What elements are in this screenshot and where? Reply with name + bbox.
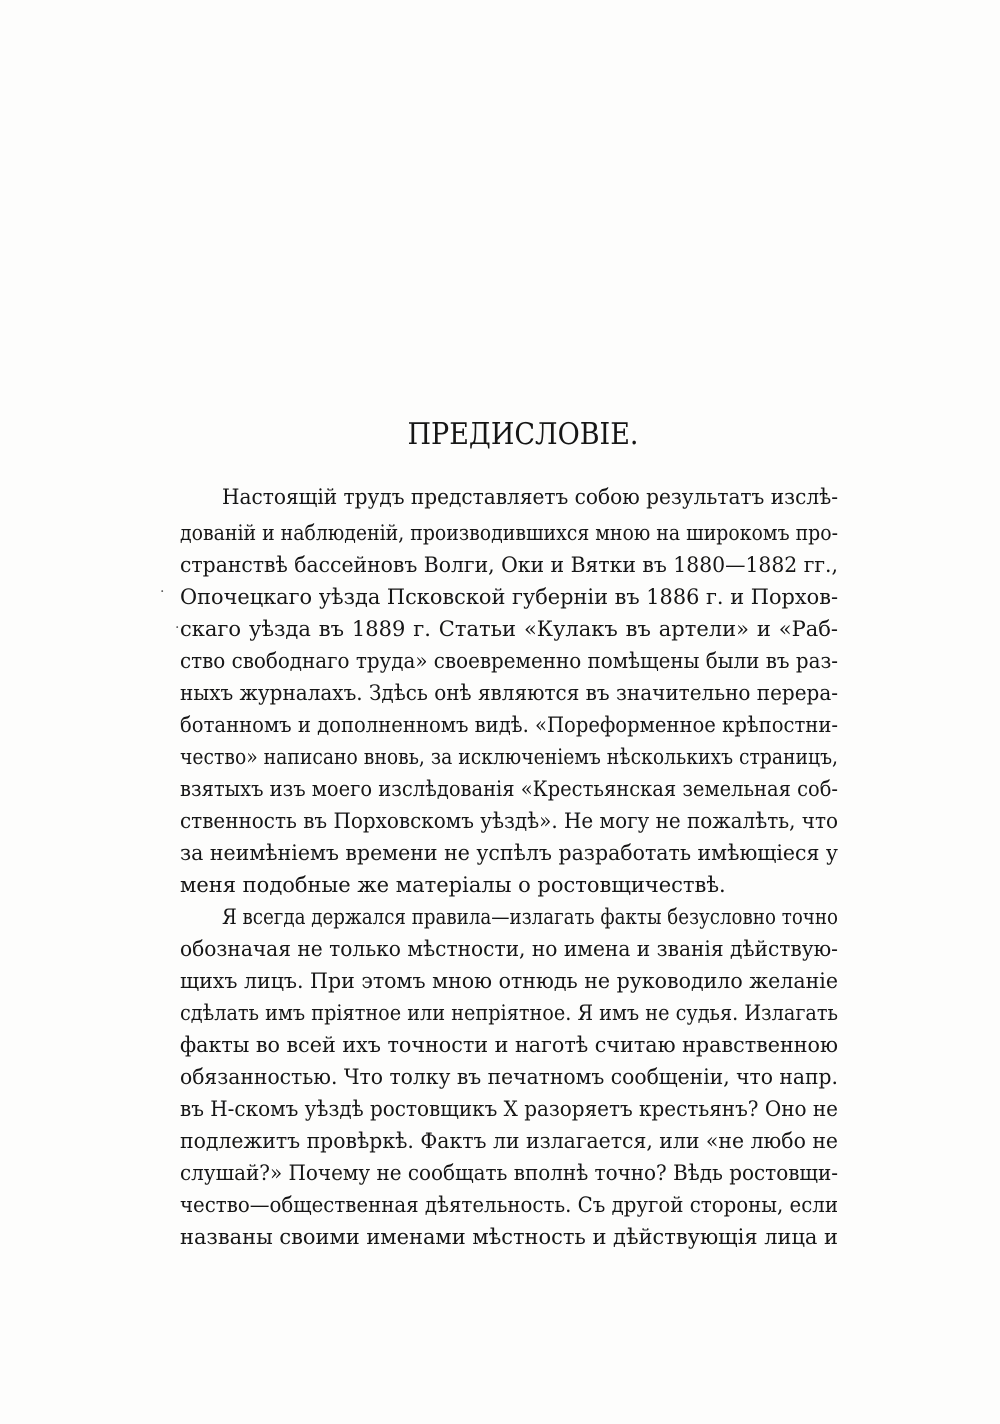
paragraph-2-line-8: подлежитъ провѣркѣ. Фактъ ли излагается, или «не любо не	[180, 1129, 838, 1153]
paragraph-1-line-9: чество» написано вновь, за исключеніемъ нѣсколькихъ страницъ,	[180, 745, 838, 769]
paragraph-2-line-1: Я всегда держался правила—излагать факты безусловно точно	[222, 905, 838, 929]
paragraph-1-line-4: Опочецкаго уѣзда Псковской губерніи въ 1886 г. и Порхов-	[180, 585, 838, 609]
paragraph-1-line-10: взятыхъ изъ моего изслѣдованія «Крестьянская земельная соб-	[180, 777, 838, 801]
paragraph-1-line-11: ственность въ Порховскомъ уѣздѣ». Не могу не пожалѣть, что	[180, 809, 838, 833]
paragraph-2-line-2: обозначая не только мѣстности, но имена и званія дѣйствую-	[180, 937, 838, 961]
paragraph-1-line-12: за неимѣніемъ времени не успѣлъ разработать имѣющіеся у	[180, 841, 838, 865]
paragraph-2-line-6: обязанностью. Что толку въ печатномъ сообщеніи, что напр.	[180, 1065, 838, 1089]
paragraph-1-line-6: ство свободнаго труда» своевременно помѣщены были въ раз-	[180, 649, 838, 673]
paragraph-2-line-7: въ Н-скомъ уѣздѣ ростовщикъ Х разоряетъ крестьянъ? Оно не	[180, 1097, 838, 1121]
paragraph-1-line-2: дованій и наблюденій, производившихся мною на широкомъ про-	[180, 521, 838, 545]
paragraph-1-line-7: ныхъ журналахъ. Здѣсь онѣ являются въ значительно перера-	[180, 681, 838, 705]
paragraph-1-line-3: странствѣ бассейновъ Волги, Оки и Вятки въ 1880—1882 гг.,	[180, 553, 838, 577]
paragraph-1-line-5: скаго уѣзда въ 1889 г. Статьи «Кулакъ въ артели» и «Раб-	[180, 617, 838, 641]
paragraph-2-line-10: чество—общественная дѣятельность. Съ другой стороны, если	[180, 1193, 838, 1217]
paragraph-2-line-9: слушай?» Почему не сообщать вполнѣ точно? Вѣдь ростовщи-	[180, 1161, 838, 1185]
paragraph-1-line-13: меня подобные же матеріалы о ростовщичествѣ.	[180, 873, 726, 897]
paragraph-2-line-5: факты во всей ихъ точности и наготѣ считаю нравственною	[180, 1033, 838, 1057]
paragraph-2-line-3: щихъ лицъ. При этомъ мною отнюдь не руководило желаніе	[180, 969, 838, 993]
page-title: ПРЕДИСЛОВІЕ.	[407, 417, 639, 452]
paragraph-2-line-11: названы своими именами мѣстность и дѣйствующія лица и	[180, 1225, 838, 1249]
paragraph-2-line-4: сдѣлать имъ пріятное или непріятное. Я имъ не судья. Излагать	[180, 1001, 838, 1025]
paragraph-1-line-8: ботанномъ и дополненномъ видѣ. «Пореформенное крѣпостни-	[180, 713, 838, 737]
margin-mark: ·	[175, 620, 180, 636]
paragraph-1-line-1: Настоящій трудъ представляетъ собою результатъ изслѣ-	[222, 485, 838, 509]
margin-mark: ·	[160, 584, 165, 600]
